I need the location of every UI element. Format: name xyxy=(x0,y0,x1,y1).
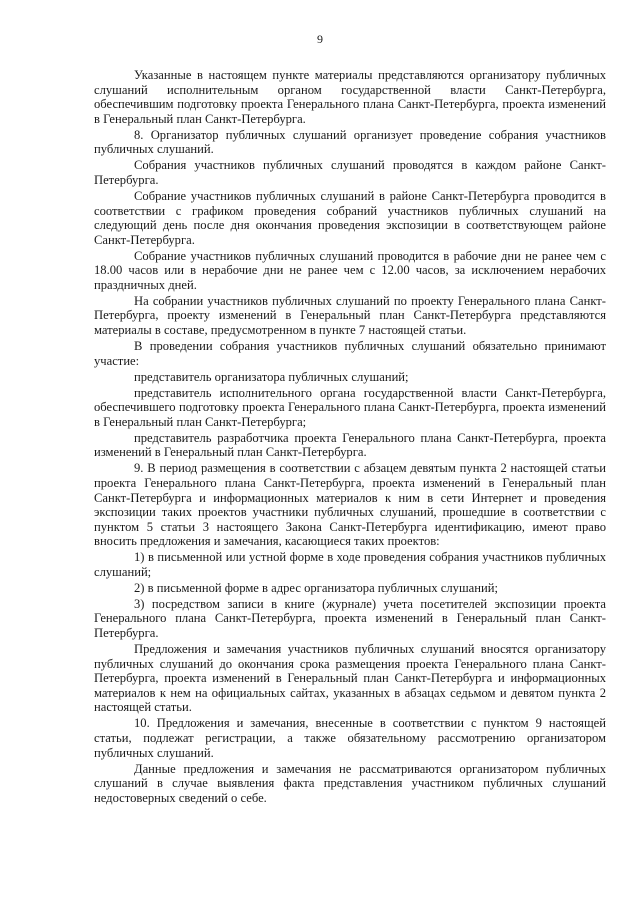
page-number: 9 xyxy=(317,32,323,46)
paragraph: Собрание участников публичных слушаний в районе Санкт-Петербурга проводится в соответствии с графиком проведения собраний участников публичных слушаний на следующий день после дня окончания проведения экспозиции в соответствующем районе Санкт-Петербурга. xyxy=(94,188,606,247)
paragraph: 2) в письменной форме в адрес организатора публичных слушаний; xyxy=(134,580,498,595)
paragraph: представитель исполнительного органа государственной власти Санкт-Петербурга, обеспечившего подготовку проекта Генерального плана Санкт-Петербурга, проекта изменений в Генеральный план Санкт-Петербурга; xyxy=(94,385,606,429)
paragraph: 10. Предложения и замечания, внесенные в соответствии с пунктом 9 настоящей статьи, подлежат регистрации, а также обязательному рассмотрению организатором публичных слушаний. xyxy=(94,716,606,760)
paragraph: На собрании участников публичных слушаний по проекту Генерального плана Санкт-Петербурга, проекту изменений в Генеральный план Санкт-Петербурга представляются материалы в составе, предусмотренном в пункте 7 настоящей статьи. xyxy=(94,293,606,338)
paragraph: 1) в письменной или устной форме в ходе проведения собрания участников публичных слушаний; xyxy=(94,550,606,579)
paragraph: 3) посредством записи в книге (журнале) учета посетителей экспозиции проекта Генерального плана Санкт-Петербурга, проекта изменений в Генеральный план Санкт-Петербурга. xyxy=(94,596,606,641)
paragraph: представитель разработчика проекта Генерального плана Санкт-Петербурга, проекта изменений в Генеральный план Санкт-Петербурга. xyxy=(94,430,606,460)
paragraph: Указанные в настоящем пункте материалы представляются организатору публичных слушаний исполнительным органом государственной власти Санкт-Петербурга, обеспечившим подготовку проекта Генерального плана Санкт-Петербурга, проекта изменений в Генеральный план Санкт-Петербурга. xyxy=(94,68,606,126)
paragraph: Данные предложения и замечания не рассматриваются организатором публичных слушаний в случае выявления факта представления участником публичных слушаний недостоверных сведений о себе. xyxy=(94,761,606,805)
paragraph: Собрания участников публичных слушаний проводятся в каждом районе Санкт-Петербурга. xyxy=(94,158,606,187)
paragraph: 8. Организатор публичных слушаний организует проведение собрания участников публичных слушаний. xyxy=(94,127,606,157)
paragraph: представитель организатора публичных слушаний; xyxy=(134,369,409,384)
body-text xyxy=(94,68,606,807)
paragraph: В проведении собрания участников публичных слушаний обязательно принимают участие: xyxy=(94,339,606,368)
paragraph: 9. В период размещения в соответствии с абзацем девятым пункта 2 настоящей статьи проекта Генерального плана Санкт-Петербурга, проекта изменений в Генеральный план Санкт-Петербурга и информационных материалов к ним в сети Интернет и проведения экспозиции таких проектов участники публичных слушаний, прошедшие в соответствии с пунктом 5 статьи 3 настоящего Закона Санкт-Петербурга идентификацию, имеют право вносить предложения и замечания, касающиеся таких проектов: xyxy=(94,461,606,549)
paragraph: Предложения и замечания участников публичных слушаний вносятся организатору публичных слушаний до окончания срока размещения проекта Генерального плана Санкт-Петербурга, проекта изменений в Генеральный план Санкт-Петербурга и информационных материалов к нем на официальных сайтах, указанных в абзацах седьмом и девятом пункта 2 настоящей статьи. xyxy=(94,642,606,715)
paragraph: Собрание участников публичных слушаний проводится в рабочие дни не ранее чем с 18.00 часов или в нерабочие дни не ранее чем с 12.00 часов, за исключением нерабочих праздничных дней. xyxy=(94,248,606,292)
